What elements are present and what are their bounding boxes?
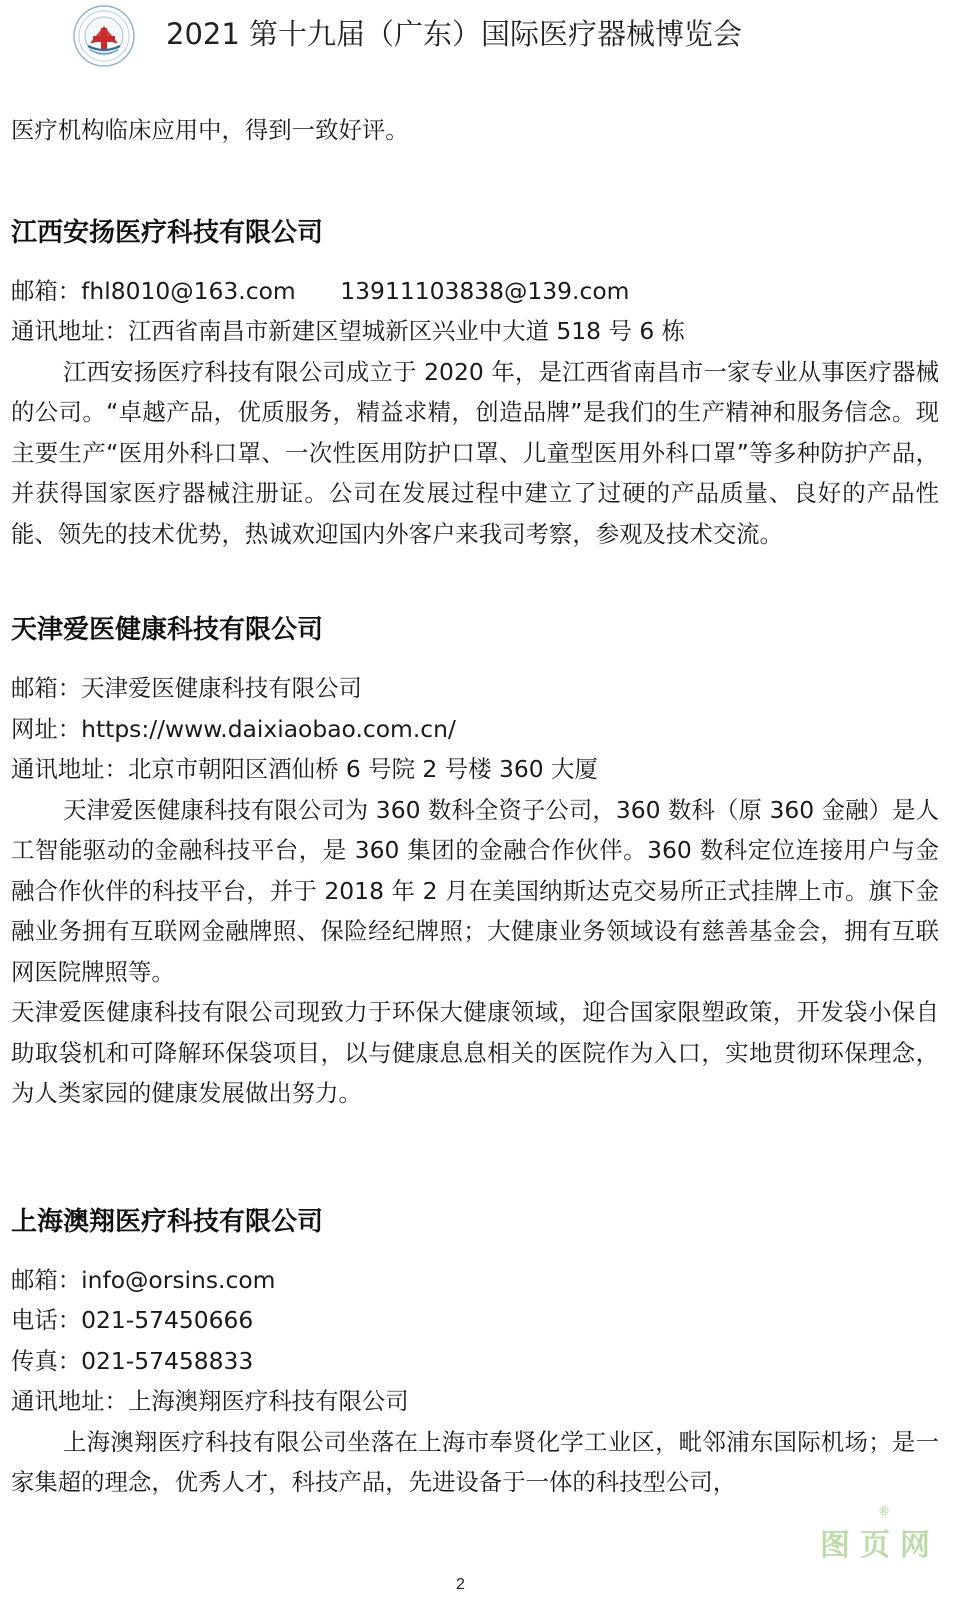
company-address: 通讯地址：北京市朝阳区酒仙桥 6 号院 2 号楼 360 大厦 bbox=[11, 755, 598, 783]
watermark-logo bbox=[820, 1504, 940, 1564]
company-address: 通讯地址：江西省南昌市新建区望城新区兴业中大道 518 号 6 栋 bbox=[11, 317, 686, 345]
company-section-aoxiang bbox=[11, 1202, 941, 1503]
header-title: 2021 第十九届（广东）国际医疗器械博览会 bbox=[166, 17, 743, 51]
company-description-2: 天津爱医健康科技有限公司现致力于环保大健康领域，迎合国家限塑政策，开发袋小保自助取袋机和可降解环保袋项目，以与健康息息相关的医院作为入口，实地贯彻环保理念，为人类家园的健康发展做出努力。 bbox=[11, 998, 939, 1107]
registered-mark: ® bbox=[878, 1504, 890, 1518]
company-phone: 电话：021-57450666 bbox=[11, 1306, 254, 1334]
company-section-anyang bbox=[11, 213, 941, 555]
page-number: 2 bbox=[456, 1576, 465, 1593]
company-website: 网址：https://www.daixiaobao.com.cn/ bbox=[11, 714, 456, 743]
page-header bbox=[70, 4, 930, 70]
company-description: 江西安扬医疗科技有限公司成立于 2020 年，是江西省南昌市一家专业从事医疗器械的公司。“卓越产品，优质服务，精益求精，创造品牌”是我们的生产精神和服务信念。现主要生产“医用外科口罩、一次性医用防护口罩、儿童型医用外科口罩”等多种防护产品，并获得国家医疗器械注册证。公司在发展过程中建立了过硬的产品质量、良好的产品性能、领先的技术优势，热诚欢迎国内外客户来我司考察，参观及技术交流。 bbox=[11, 357, 939, 548]
company-email: 邮箱：info@orsins.com bbox=[11, 1265, 276, 1294]
company-fax: 传真：021-57458833 bbox=[11, 1346, 254, 1375]
company-name: 天津爱医健康科技有限公司 bbox=[11, 615, 324, 645]
continuation-text: 医疗机构临床应用中，得到一致好评。 bbox=[11, 116, 409, 144]
company-name: 上海澳翔医疗科技有限公司 bbox=[11, 1206, 324, 1237]
watermark-text: 图页网 bbox=[820, 1528, 940, 1563]
document-body bbox=[11, 110, 941, 1503]
company-description: 天津爱医健康科技有限公司为 360 数科全资子公司，360 数科（原 360 金融）是人工智能驱动的金融科技平台，是 360 集团的金融合作伙伴。360 数科定位连接用户与金融合作伙伴的科技平台，并于 2018 年 2 月在美国纳斯达克交易所正式挂牌上市。旗下金融业务拥有互联网金融牌照、保险经纪牌照；大健康业务领域设有慈善基金会，拥有互联网医院牌照等。 bbox=[11, 795, 939, 986]
company-section-aiyi bbox=[11, 610, 941, 1114]
company-email: 邮箱：天津爱医健康科技有限公司 bbox=[11, 674, 362, 702]
company-description: 上海澳翔医疗科技有限公司坐落在上海市奉贤化学工业区，毗邻浦东国际机场；是一家集超的理念，优秀人才，科技产品，先进设备于一体的科技型公司， bbox=[11, 1427, 939, 1496]
expo-logo-icon bbox=[72, 4, 136, 68]
company-address: 通讯地址：上海澳翔医疗科技有限公司 bbox=[11, 1387, 409, 1415]
company-name: 江西安扬医疗科技有限公司 bbox=[11, 217, 324, 248]
company-email: 邮箱：fhl8010@163.com 13911103838@139.com bbox=[11, 276, 630, 305]
